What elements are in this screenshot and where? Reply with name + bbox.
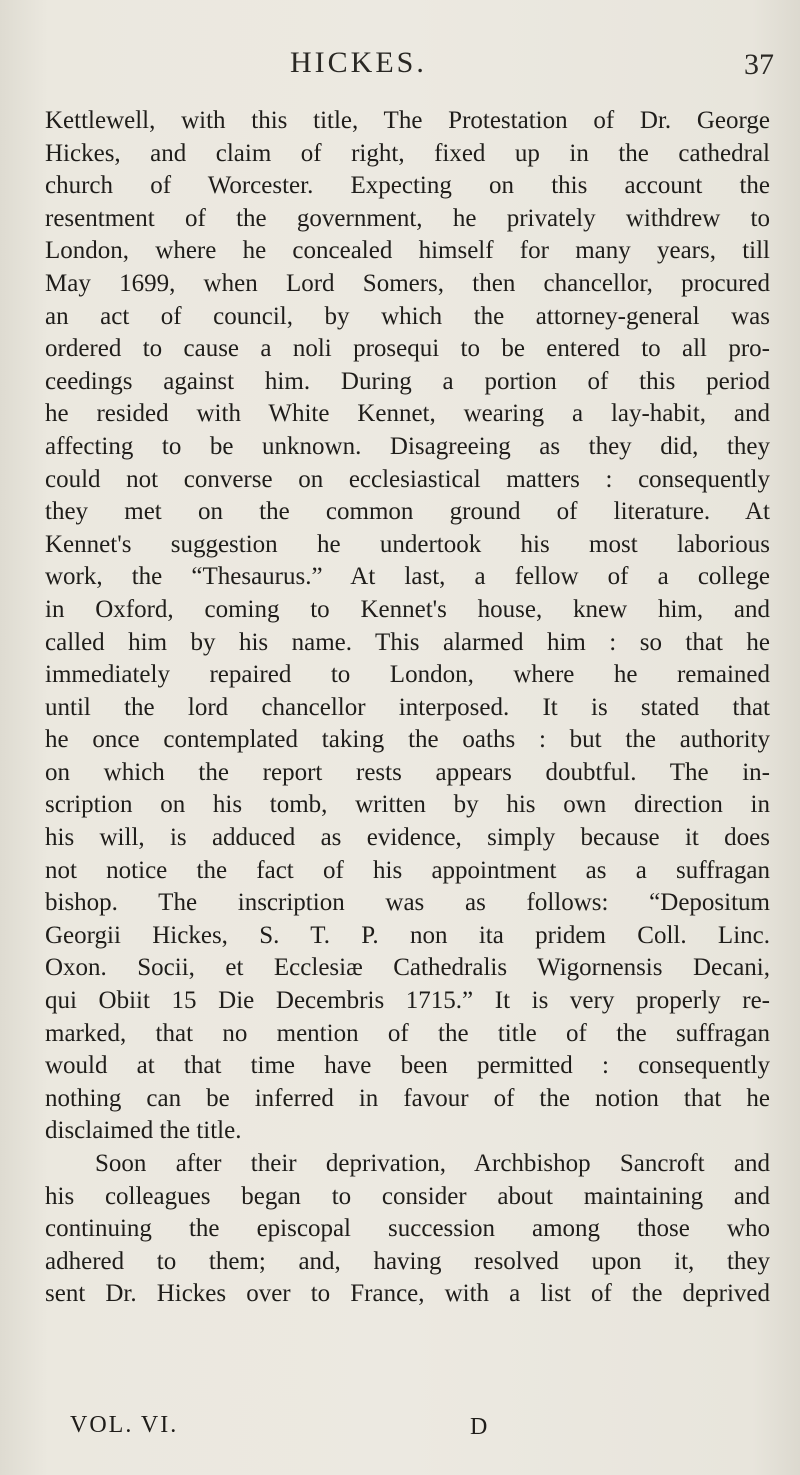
text-line: continuing the episcopal succession among those who: [45, 1215, 770, 1243]
text-line: resentment of the government, he privately withdrew to: [45, 204, 770, 232]
text-line: nothing can be inferred in favour of the notion that he: [45, 1084, 770, 1112]
text-line: marked, that no mention of the title of the suffragan: [45, 1019, 770, 1047]
text-line: London, where he concealed himself for many years, till: [45, 237, 770, 265]
text-line: church of Worcester. Expecting on this account the: [45, 172, 770, 200]
text-line: Hickes, and claim of right, fixed up in the cathedral: [45, 139, 770, 167]
text-line: he once contemplated taking the oaths : but the authority: [45, 726, 770, 754]
paragraph-start-line: Soon after their deprivation, Archbishop Sancroft and: [95, 1150, 770, 1177]
text-line: qui Obiit 15 Die Decembris 1715.” It is very properly re-: [45, 987, 770, 1015]
text-line: Georgii Hickes, S. T. P. non ita pridem Coll. Linc.: [45, 921, 770, 949]
text-line: ceedings against him. During a portion of this period: [45, 367, 770, 395]
text-line: called him by his name. This alarmed him : so that he: [45, 628, 770, 656]
text-line: an act of council, by which the attorney-general was: [45, 302, 770, 330]
text-line: until the lord chancellor interposed. It is stated that: [45, 693, 770, 721]
signature-mark: D: [470, 1414, 488, 1440]
paragraph-end-line: disclaimed the title.: [45, 1117, 242, 1145]
text-line: immediately repaired to London, where he remained: [45, 661, 770, 689]
running-title: HICKES.: [290, 46, 427, 79]
text-line: Kennet's suggestion he undertook his most laborious: [45, 530, 770, 558]
text-line: affecting to be unknown. Disagreeing as they did, they: [45, 432, 770, 460]
body-text: [45, 105, 770, 1311]
text-line: May 1699, when Lord Somers, then chancellor, procured: [45, 269, 770, 297]
text-line: sent Dr. Hickes over to France, with a list of the deprived: [45, 1280, 770, 1308]
text-line: Oxon. Socii, et Ecclesiæ Cathedralis Wigornensis Decani,: [45, 954, 770, 982]
text-line: could not converse on ecclesiastical matters : consequently: [45, 465, 770, 493]
text-line: he resided with White Kennet, wearing a lay-habit, and: [45, 400, 770, 428]
page-footer: [70, 1412, 770, 1448]
volume-label: VOL. VI.: [70, 1412, 179, 1438]
text-line: in Oxford, coming to Kennet's house, knew him, and: [45, 595, 770, 623]
text-line: adhered to them; and, having resolved upon it, they: [45, 1247, 770, 1275]
text-line: Kettlewell, with this title, The Protestation of Dr. George: [45, 107, 770, 134]
running-head: [0, 46, 800, 86]
text-line: scription on his tomb, written by his own direction in: [45, 791, 770, 819]
text-line: they met on the common ground of literature. At: [45, 498, 770, 526]
page-number: 37: [744, 48, 774, 81]
text-line: his will, is adduced as evidence, simply because it does: [45, 824, 770, 852]
text-line: would at that time have been permitted : consequently: [45, 1052, 770, 1080]
text-line: his colleagues began to consider about maintaining and: [45, 1182, 770, 1210]
text-line: not notice the fact of his appointment as a suffragan: [45, 856, 770, 884]
text-line: bishop. The inscription was as follows: “Depositum: [45, 889, 770, 917]
text-line: on which the report rests appears doubtful. The in-: [45, 758, 770, 786]
text-line: work, the “Thesaurus.” At last, a fellow of a college: [45, 563, 770, 591]
text-line: ordered to cause a noli prosequi to be entered to all pro-: [45, 335, 770, 363]
